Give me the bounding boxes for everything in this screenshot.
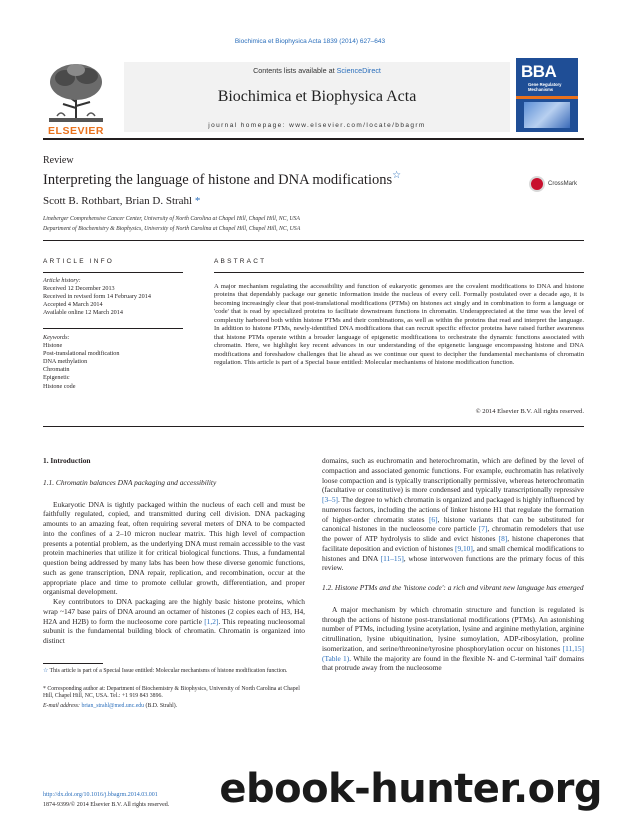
article-history <box>43 277 203 317</box>
paragraph-text: Key contributors to DNA packaging are the highly basic histone proteins, which wrap ~147 base pairs of DNA around an octamer of histones (2 copies each of H3, H4, H2A and H2B) to form the nucleosome core particle <box>43 597 305 626</box>
keyword: Chromatin <box>43 366 70 374</box>
table-link[interactable]: (Table 1) <box>322 653 350 663</box>
history-accepted: Accepted 4 March 2014 <box>43 301 103 309</box>
homepage-link[interactable]: www.elsevier.com/locate/bbagrm <box>289 122 426 129</box>
footnote-email <box>43 703 305 710</box>
sciencedirect-link[interactable]: ScienceDirect <box>336 66 381 75</box>
body-left-column <box>43 456 305 646</box>
footnote-text: This article is part of a Special Issue entitled: Molecular mechanisms of histone modification function. <box>49 668 288 674</box>
paragraph <box>43 597 305 646</box>
homepage-prefix: journal homepage: <box>208 122 290 129</box>
elsevier-wordmark: ELSEVIER <box>48 125 104 137</box>
footnote-text: Corresponding author at: Department of Biochemistry & Biophysics, University of North Carolina at Chapel Hill, Chapel Hill, NC, USA. Tel.: +1 919 843 3896. <box>43 686 300 700</box>
article-title-text: Interpreting the language of histone and DNA modifications <box>43 171 393 188</box>
abstract-heading: ABSTRACT <box>214 258 267 265</box>
article-info-rule <box>43 272 183 273</box>
reference-link[interactable]: [3–5] <box>322 495 339 504</box>
history-online: Available online 12 March 2014 <box>43 309 123 317</box>
paragraph-text: , chromatin remodelers that use the power of ATP hydrolysis to slide and evict histones <box>322 524 584 543</box>
keyword: DNA methylation <box>43 358 88 366</box>
keywords-label: Keywords: <box>43 334 70 341</box>
reference-link[interactable]: [1,2] <box>204 616 219 626</box>
cover-subtitle: Gene Regulatory Mechanisms <box>528 82 562 92</box>
email-link[interactable]: brian_strahl@med.unc.edu <box>81 703 145 709</box>
paragraph-text: . While the majority are found in the flexible N- and C-terminal 'tail' domains that protrude away from the nucleosome <box>322 653 584 673</box>
history-revised: Received in revised form 14 February 2014 <box>43 293 151 301</box>
reference-link[interactable]: [11–15] <box>380 553 404 563</box>
keywords-rule <box>43 328 183 329</box>
doi-link[interactable]: http://dx.doi.org/10.1016/j.bbagrm.2014.03.001 <box>43 792 158 798</box>
footnote-special-issue <box>43 668 305 675</box>
authors-line <box>43 195 200 207</box>
paragraph-text: , and small chemical modifications to histones and DNA <box>322 543 584 563</box>
reference-link[interactable]: [6] <box>428 514 438 524</box>
crossmark-icon <box>529 176 545 192</box>
keywords-block <box>43 334 203 391</box>
contents-prefix: Contents lists available at <box>253 66 337 75</box>
email-label: E-mail address: <box>43 703 82 709</box>
paragraph-text: . This repeating nucleosomal subunit is the fundamental building block of chromatin. Chromatin is organized into distinct <box>43 616 305 645</box>
subsection-heading-1-1: 1.1. Chromatin balances DNA packaging and accessibility <box>43 477 217 487</box>
watermark <box>0 766 620 812</box>
article-info-heading: ARTICLE INFO <box>43 258 115 265</box>
footnote-corresponding <box>43 686 305 700</box>
reference-link[interactable]: [7] <box>478 524 488 534</box>
body-right-column <box>322 456 584 673</box>
abstract-rule <box>214 272 584 273</box>
keyword: Post-translational modification <box>43 350 120 358</box>
footnote-rule <box>43 663 103 664</box>
crossmark-badge[interactable] <box>529 176 585 194</box>
header-divider <box>43 138 584 140</box>
abstract-text: A major mechanism regulating the accessibility and function of eukaryotic genomes are the covalent modifications to DNA and histone proteins that dependably package our genetic information inside the nucleus of every cell. Formally postulated over a decade ago, it is becoming increasingly clear that post-translational modifications (PTMs) on histones act singly and in combination to form a language or 'code' that is read by specialized proteins to facilitate downstream functions in chromatin. Underappreciated at the time was the level of complexity harbored both within histone PTMs and their combinations, as well as within the proteins that read and interpret the language. In addition to histone PTMs, newly-identified DNA modifications that can recruit specific effector proteins have raised further awareness that histone PTMs operate within a broader language of epigenetic modifications to orchestrate the dynamic functions associated with chromatin. Here, we highlight key recent advances in our understanding of the epigenetic language encompassing histone and DNA modifications and foreshadow challenges that lie ahead as we continue our quest to decipher the fundamental mechanisms of chromatin regulation. This article is part of a Special Issue entitled: Molecular mechanisms of histone modification function. <box>214 283 584 367</box>
history-received: Received 12 December 2013 <box>43 285 115 293</box>
paragraph-text: domains, such as euchromatin and heterochromatin, which are defined by the level of compaction and associated genomic functions. For example, euchromatin has relatively loose compaction and is typically transcriptionally permissive, whereas heterochromatin (facultative or constitutive) is more condensed and typically transcriptionally repressive <box>322 456 584 495</box>
paragraph <box>322 605 584 673</box>
journal-citation[interactable]: Biochimica et Biophysica Acta 1839 (2014) 627–643 <box>234 38 386 45</box>
paragraph <box>322 456 584 573</box>
authors: Scott B. Rothbart, Brian D. Strahl <box>43 195 193 207</box>
email-suffix: (B.D. Strahl). <box>144 703 178 709</box>
subsection-heading-1-2: 1.2. Histone PTMs and the 'histone code': a rich and vibrant new language has emerged <box>322 583 584 592</box>
contents-available-line <box>124 66 510 75</box>
reference-link[interactable]: [8] <box>498 534 508 543</box>
paragraph-text: , histone chaperones that facilitate deposition and eviction of histones <box>322 534 584 553</box>
affiliation-1: Lineberger Comprehensive Cancer Center, University of North Carolina at Chapel Hill, Chapel Hill, NC, USA <box>43 216 300 222</box>
paragraph-text: , whose interwoven functions are the primary focus of this review. <box>322 553 585 573</box>
abstract-rights: © 2014 Elsevier B.V. All rights reserved. <box>475 408 584 415</box>
cover-stripe <box>516 96 578 99</box>
affiliation-2: Department of Biochemistry & Biophysics, University of North Carolina at Chapel Hill, Chapel Hill, NC, USA <box>43 226 301 232</box>
history-label: Article history: <box>43 277 81 284</box>
abstract-divider <box>43 426 584 427</box>
crossmark-label: CrossMark <box>548 181 578 187</box>
footnote-mark: * <box>43 686 46 692</box>
article-type: Review <box>43 155 74 166</box>
elsevier-tree-logo <box>43 58 109 134</box>
copyright-line: 1874-9399/© 2014 Elsevier B.V. All rights reserved. <box>43 802 170 808</box>
journal-cover-image[interactable] <box>516 58 578 132</box>
journal-title: Biochimica et Biophysica Acta <box>217 88 417 105</box>
title-divider <box>43 240 584 241</box>
paragraph-text: A major mechanism by which chromatin structure and function is regulated is through the actions of histone post-translational modifications (PTMs). An astonishing number of PTMs, including lysine acetylation, lysine and arginine methylation, arginine citrullination, lysine ubiquitination, lysine sumoylation, ADP-ribosylation, proline isomerization, and serine/threonine/tyrosine phosphorylation occur on histones <box>322 604 584 653</box>
keyword: Histone <box>43 342 63 350</box>
cover-brand: BBA <box>521 62 557 81</box>
reference-link[interactable]: [11,15] <box>562 643 584 653</box>
corresponding-author-mark[interactable]: * <box>192 195 201 207</box>
keyword: Epigenetic <box>43 374 70 382</box>
cover-picture <box>524 102 570 128</box>
title-footnote-mark[interactable]: ☆ <box>392 170 402 181</box>
journal-homepage-line <box>124 122 510 129</box>
article-title <box>43 170 401 189</box>
reference-link[interactable]: [9,10] <box>454 543 473 553</box>
section-heading-introduction: 1. Introduction <box>43 456 91 465</box>
paragraph-text: , histone variants that can be substituted for canonical histones in the nucleosome core particle <box>322 514 584 534</box>
footnote-mark: ☆ <box>43 668 49 674</box>
keyword: Histone code <box>43 382 76 390</box>
paragraph: Eukaryotic DNA is tightly packaged within the nucleus of each cell and must be faithfully regulated, copied, and transmitted during cell division. DNA packaging amounts to an amazing feat, often requiring several meters of DNA to be compacted into the confines of a 2–10 micron nuclear matrix. This high level of compaction presents a potential problem, as the underlying DNA must remain accessible to the vast protein machineries that utilize it for critical biological functions. Thus, a fundamental question being addressed by many labs has been how these diverse genomic functions, such as gene transcription, DNA repair, replication, and recombination, occur at the appropriate place and time to promote cellular growth, differentiation, and proper organismal development. <box>43 499 305 597</box>
paragraph-text: . The degree to which chromatin is organized and packaged is highly influenced by numerous factors, including the actions of linker histone H1 that regulate the formation of higher-order chromatin states <box>322 495 584 524</box>
watermark-text: ebook-hunter.org <box>219 766 602 812</box>
